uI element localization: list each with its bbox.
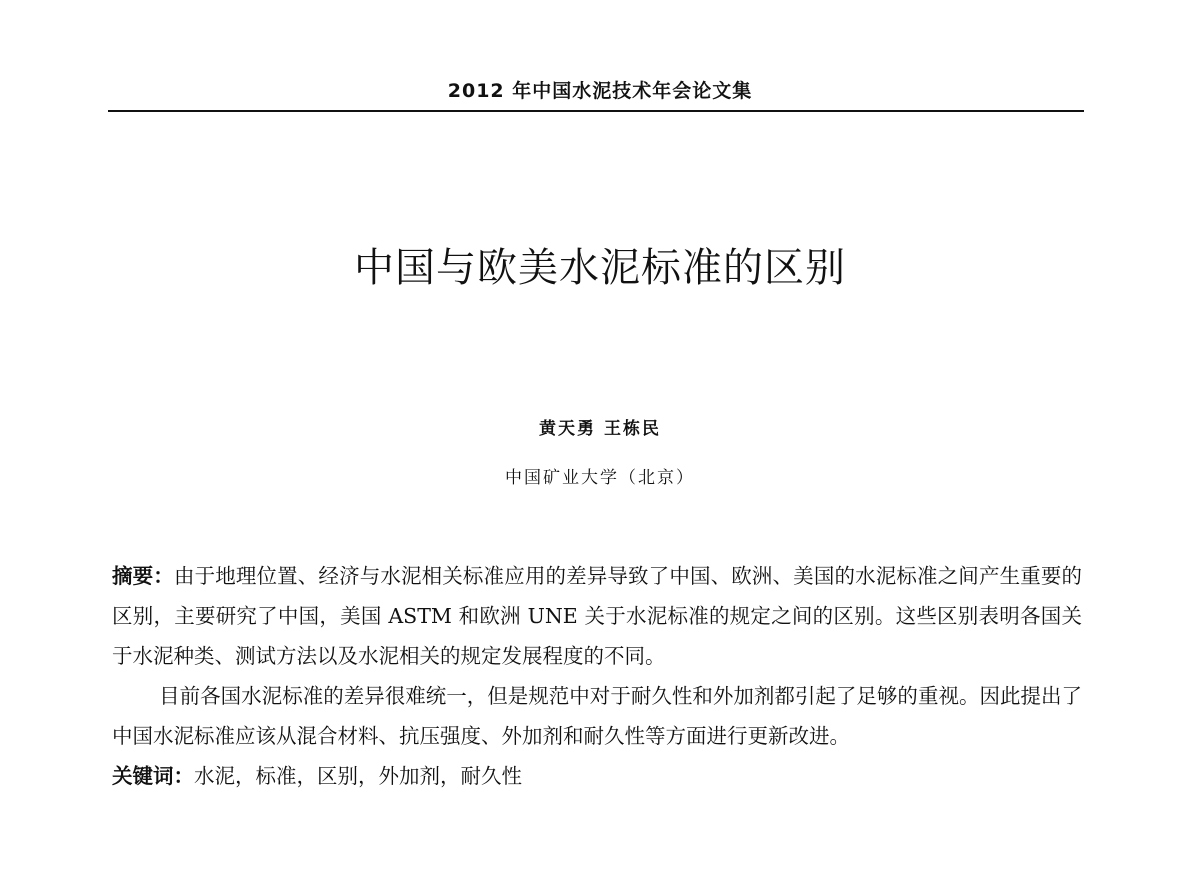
authors: 黄天勇 王栋民: [539, 419, 661, 439]
keywords-label: 关键词：: [112, 764, 194, 788]
abstract-label: 摘要：: [112, 564, 174, 588]
abstract-text-1: 由于地理位置、经济与水泥相关标准应用的差异导致了中国、欧洲、美国的水泥标准之间产生重要的区别，主要研究了中国，美国 ASTM 和欧洲 UNE 关于水泥标准的规定之间的区别。这些区别表明各国关于水泥种类、测试方法以及水泥相关的规定发展程度的不同。: [112, 564, 1083, 668]
keywords-text: 水泥，标准，区别，外加剂，耐久性: [194, 764, 522, 788]
abstract-section: [112, 556, 1082, 796]
abstract-paragraph-2: 目前各国水泥标准的差异很难统一，但是规范中对于耐久性和外加剂都引起了足够的重视。因此提出了中国水泥标准应该从混合材料、抗压强度、外加剂和耐久性等方面进行更新改进。: [112, 684, 1082, 748]
running-head: 2012 年中国水泥技术年会论文集: [447, 80, 753, 102]
abstract-paragraph-1: [112, 556, 1082, 676]
header-rule: [108, 110, 1084, 112]
paper-title: 中国与欧美水泥标准的区别: [354, 245, 846, 291]
affiliation: 中国矿业大学（北京）: [505, 468, 695, 488]
keywords-line: [112, 756, 1082, 796]
